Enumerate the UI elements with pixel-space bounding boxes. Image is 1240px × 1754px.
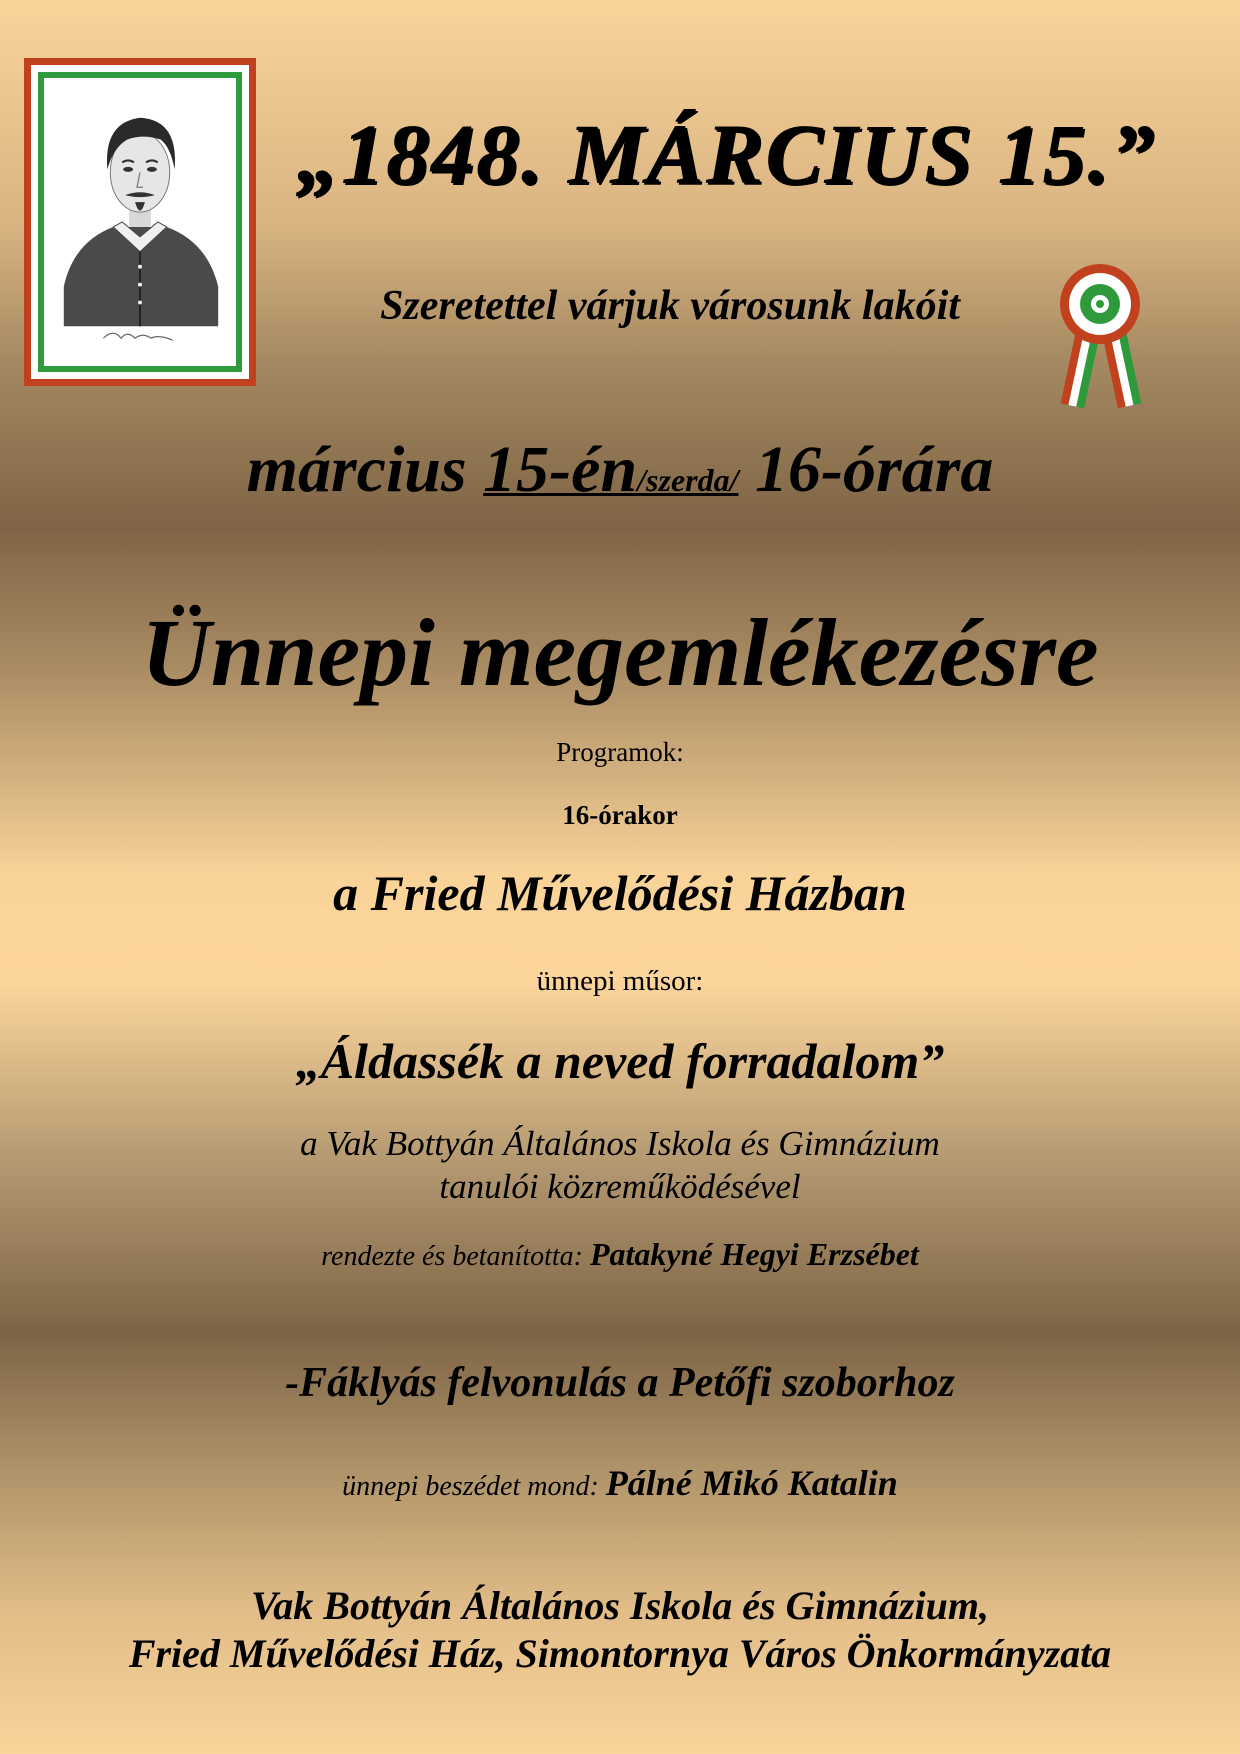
director-name: Patakyné Hegyi Erzsébet xyxy=(589,1236,919,1272)
performers-line-2: tanulói közreműködésével xyxy=(439,1167,801,1206)
portrait-frame xyxy=(24,58,256,386)
show-title: „Áldassék a neved forradalom” xyxy=(295,1033,945,1089)
date-day-underlined xyxy=(483,433,738,506)
show-label: ünnepi műsor: xyxy=(536,965,704,997)
performers-line-1: a Vak Bottyán Általános Iskola és Gimnázium xyxy=(300,1124,940,1163)
invitation-text: Szeretettel várjuk városunk lakóit xyxy=(380,283,960,329)
program-time: 16-órakor xyxy=(562,800,678,830)
date-weekday: /szerda/ xyxy=(637,462,739,498)
celebration-heading: Ünnepi megemlékezésre xyxy=(141,599,1099,706)
speaker-credit xyxy=(0,1462,1240,1504)
organizers-line-1: Vak Bottyán Általános Iskola és Gimnázium, xyxy=(251,1583,989,1628)
poster-title: „1848. MÁRCIUS 15.” xyxy=(296,106,1156,202)
date-day: 15-én xyxy=(483,433,638,506)
organizers-line-2: Fried Művelődési Ház, Simontornya Város Önkormányzata xyxy=(128,1631,1112,1676)
torch-march: -Fáklyás felvonulás a Petőfi szoborhoz xyxy=(285,1360,955,1406)
speaker-name: Pálné Mikó Katalin xyxy=(605,1463,898,1503)
venue: a Fried Művelődési Házban xyxy=(333,865,907,921)
director-credit xyxy=(0,1236,1240,1273)
date-time: 16-órára xyxy=(738,433,994,506)
programs-label: Programok: xyxy=(556,737,684,767)
speaker-label: ünnepi beszédet mond: xyxy=(342,1471,606,1502)
date-month: március xyxy=(246,433,484,506)
director-label: rendezte és betanította: xyxy=(321,1241,590,1272)
event-date xyxy=(0,432,1240,508)
